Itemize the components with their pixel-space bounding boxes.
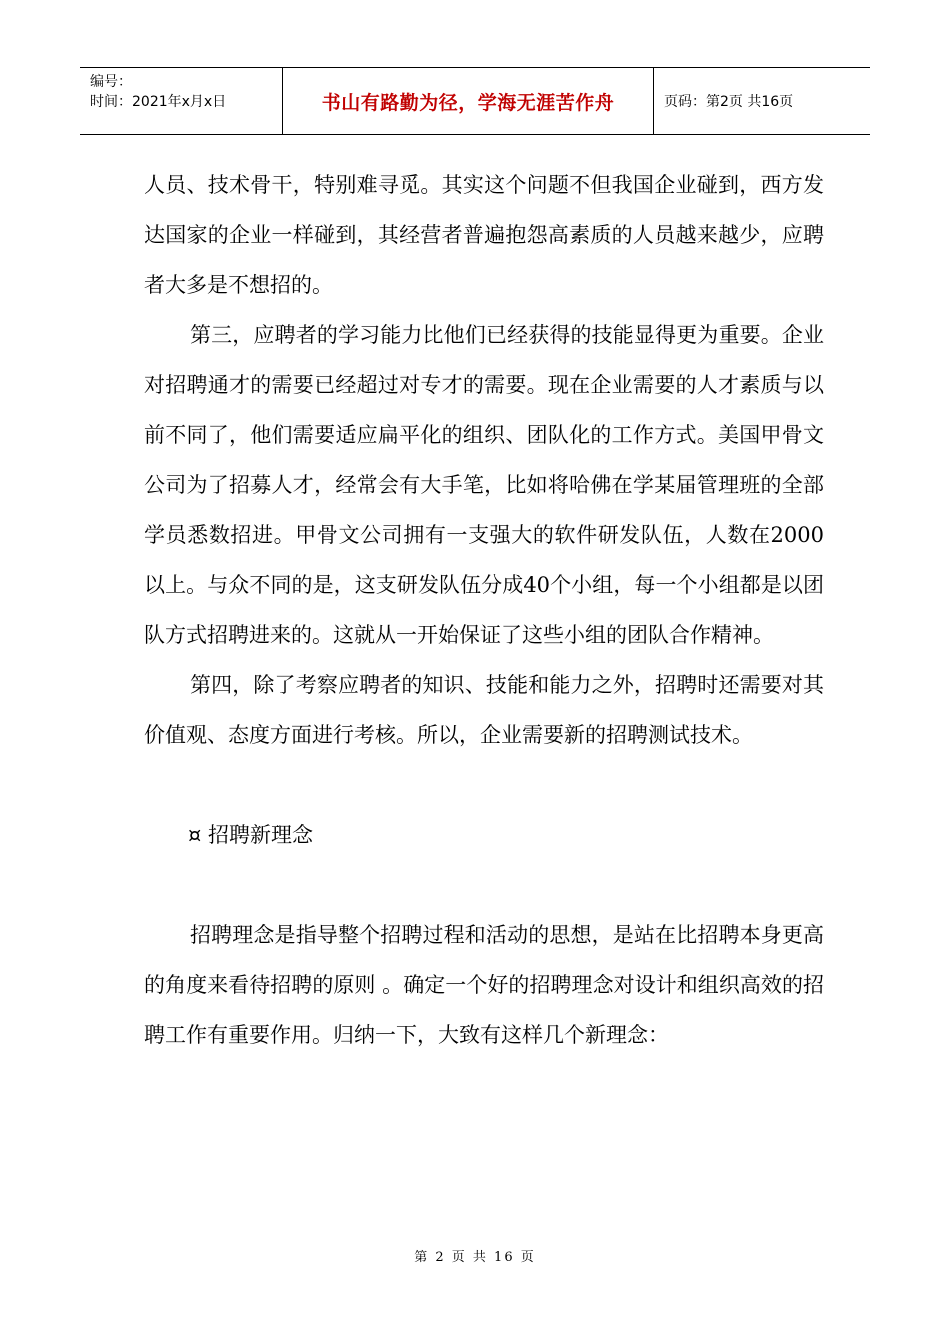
header-page-number: 页码：第2页 共16页 <box>664 94 794 110</box>
paragraph-third-point: 第三，应聘者的学习能力比他们已经获得的技能显得更为重要。企业对招聘通才的需要已经超过对专才的需要。现在企业需要的人才素质与以前不同了，他们需要适应扁平化的组织、团队化的工作方式。美国甲骨文公司为了招募人才，经常会有大手笔，比如将哈佛在学某届管理班的全部学员悉数招进。甲骨文公司拥有一支强大的软件研发队伍，人数在2000以上。与众不同的是，这支研发队伍分成40个小组，每一个小组都是以团队方式招聘进来的。这就从一开始保证了这些小组的团队合作精神。 <box>144 323 824 647</box>
document-body <box>144 160 824 1060</box>
header-meta <box>80 68 282 134</box>
paragraph-recruitment-concept: 招聘理念是指导整个招聘过程和活动的思想，是站在比招聘本身更高的角度来看待招聘的原则 。确定一个好的招聘理念对设计和组织高效的招聘工作有重要作用。归纳一下，大致有这样几个新理念： <box>144 923 824 1047</box>
spacer <box>144 860 824 910</box>
section-heading: ¤ 招聘新理念 <box>188 823 314 847</box>
spacer <box>144 760 824 810</box>
header-motto: 书山有路勤为径，学海无涯苦作舟 <box>282 68 654 134</box>
document-number-label: 编号： <box>90 74 132 90</box>
page-header <box>80 67 870 135</box>
page-footer: 第 2 页 共 16 页 <box>414 1250 536 1265</box>
document-date: 时间：2021年x月x日 <box>90 94 227 110</box>
paragraph-continued: 人员、技术骨干，特别难寻觅。其实这个问题不但我国企业碰到，西方发达国家的企业一样碰到，其经营者普遍抱怨高素质的人员越来越少，应聘者大多是不想招的。 <box>144 173 824 297</box>
paragraph-fourth-point: 第四，除了考察应聘者的知识、技能和能力之外，招聘时还需要对其价值观、态度方面进行考核。所以，企业需要新的招聘测试技术。 <box>144 673 824 747</box>
